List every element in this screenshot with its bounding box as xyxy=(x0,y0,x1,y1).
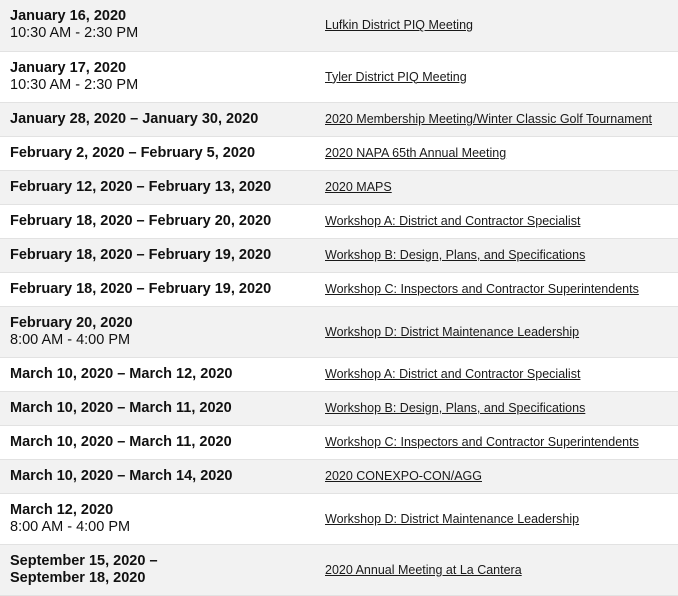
event-date: March 12, 2020 xyxy=(10,501,114,518)
event-link-maps[interactable]: 2020 MAPS xyxy=(325,180,392,194)
table-row xyxy=(0,170,678,204)
event-date-cell xyxy=(0,272,315,306)
event-date-cell xyxy=(0,544,315,595)
event-date: February 20, 2020 xyxy=(10,314,133,331)
event-link-conexpo[interactable]: 2020 CONEXPO-CON/AGG xyxy=(325,469,482,483)
table-row xyxy=(0,136,678,170)
table-row xyxy=(0,204,678,238)
event-name-cell xyxy=(315,204,678,238)
event-date-cell xyxy=(0,238,315,272)
event-date: February 18, 2020 – February 19, 2020 xyxy=(10,246,272,263)
event-time: 10:30 AM - 2:30 PM xyxy=(10,76,139,93)
event-link-workshop-a-mar[interactable]: Workshop A: District and Contractor Specialist xyxy=(325,367,581,381)
event-link-tyler-piq[interactable]: Tyler District PIQ Meeting xyxy=(325,69,467,84)
event-link-membership-meeting[interactable]: 2020 Membership Meeting/Winter Classic Golf Tournament xyxy=(325,112,652,126)
event-date-cell xyxy=(0,204,315,238)
event-link-napa-annual[interactable]: 2020 NAPA 65th Annual Meeting xyxy=(325,146,507,160)
event-name-cell xyxy=(315,357,678,391)
event-link-workshop-a-feb[interactable]: Workshop A: District and Contractor Specialist xyxy=(325,214,581,228)
event-name-cell xyxy=(315,0,678,51)
event-date: September 15, 2020 – xyxy=(10,552,158,569)
table-row xyxy=(0,493,678,544)
event-date-cell xyxy=(0,170,315,204)
event-date: January 28, 2020 – January 30, 2020 xyxy=(10,110,259,127)
event-date: March 10, 2020 – March 12, 2020 xyxy=(10,365,233,382)
table-row xyxy=(0,51,678,102)
event-name-cell xyxy=(315,102,678,136)
table-row xyxy=(0,0,678,51)
event-date-cell xyxy=(0,425,315,459)
event-name-cell xyxy=(315,170,678,204)
table-row xyxy=(0,459,678,493)
event-date: February 18, 2020 – February 20, 2020 xyxy=(10,212,272,229)
event-date-cell xyxy=(0,0,315,51)
event-date-cell xyxy=(0,51,315,102)
event-date: March 10, 2020 – March 11, 2020 xyxy=(10,433,232,450)
table-row xyxy=(0,425,678,459)
event-date-cell xyxy=(0,136,315,170)
event-date-cell xyxy=(0,306,315,357)
table-row xyxy=(0,391,678,425)
event-date-cell xyxy=(0,493,315,544)
event-name-cell xyxy=(315,425,678,459)
event-date-line2: September 18, 2020 xyxy=(10,569,146,586)
event-name-cell xyxy=(315,306,678,357)
event-name-cell xyxy=(315,391,678,425)
table-row xyxy=(0,272,678,306)
table-row xyxy=(0,306,678,357)
table-row xyxy=(0,102,678,136)
event-date: February 2, 2020 – February 5, 2020 xyxy=(10,144,256,161)
event-date-cell xyxy=(0,459,315,493)
event-date: February 18, 2020 – February 19, 2020 xyxy=(10,280,272,297)
event-date-cell xyxy=(0,357,315,391)
event-name-cell xyxy=(315,136,678,170)
event-date: February 12, 2020 – February 13, 2020 xyxy=(10,178,272,195)
table-row xyxy=(0,357,678,391)
event-time: 8:00 AM - 4:00 PM xyxy=(10,518,131,535)
event-date: January 17, 2020 xyxy=(10,59,127,76)
event-date-cell xyxy=(0,391,315,425)
table-row xyxy=(0,238,678,272)
event-link-workshop-c-mar[interactable]: Workshop C: Inspectors and Contractor Superintendents xyxy=(325,435,639,449)
event-link-workshop-c-feb[interactable]: Workshop C: Inspectors and Contractor Superintendents xyxy=(325,282,639,296)
event-link-workshop-d-feb[interactable]: Workshop D: District Maintenance Leadership xyxy=(325,324,580,339)
event-link-workshop-b-feb[interactable]: Workshop B: Design, Plans, and Specifications xyxy=(325,248,586,262)
event-link-workshop-d-mar[interactable]: Workshop D: District Maintenance Leadership xyxy=(325,511,580,526)
event-name-cell xyxy=(315,544,678,595)
event-date: March 10, 2020 – March 14, 2020 xyxy=(10,467,233,484)
event-name-cell xyxy=(315,51,678,102)
table-row xyxy=(0,544,678,595)
event-link-workshop-b-mar[interactable]: Workshop B: Design, Plans, and Specifications xyxy=(325,401,586,415)
event-name-cell xyxy=(315,459,678,493)
event-date: January 16, 2020 xyxy=(10,8,127,25)
event-date: March 10, 2020 – March 11, 2020 xyxy=(10,399,232,416)
event-link-lufkin-piq[interactable]: Lufkin District PIQ Meeting xyxy=(325,18,473,33)
event-name-cell xyxy=(315,493,678,544)
event-time: 10:30 AM - 2:30 PM xyxy=(10,25,139,42)
event-link-annual-meeting[interactable]: 2020 Annual Meeting at La Cantera xyxy=(325,562,522,577)
event-name-cell xyxy=(315,272,678,306)
event-name-cell xyxy=(315,238,678,272)
event-time: 8:00 AM - 4:00 PM xyxy=(10,331,131,348)
event-date-cell xyxy=(0,102,315,136)
